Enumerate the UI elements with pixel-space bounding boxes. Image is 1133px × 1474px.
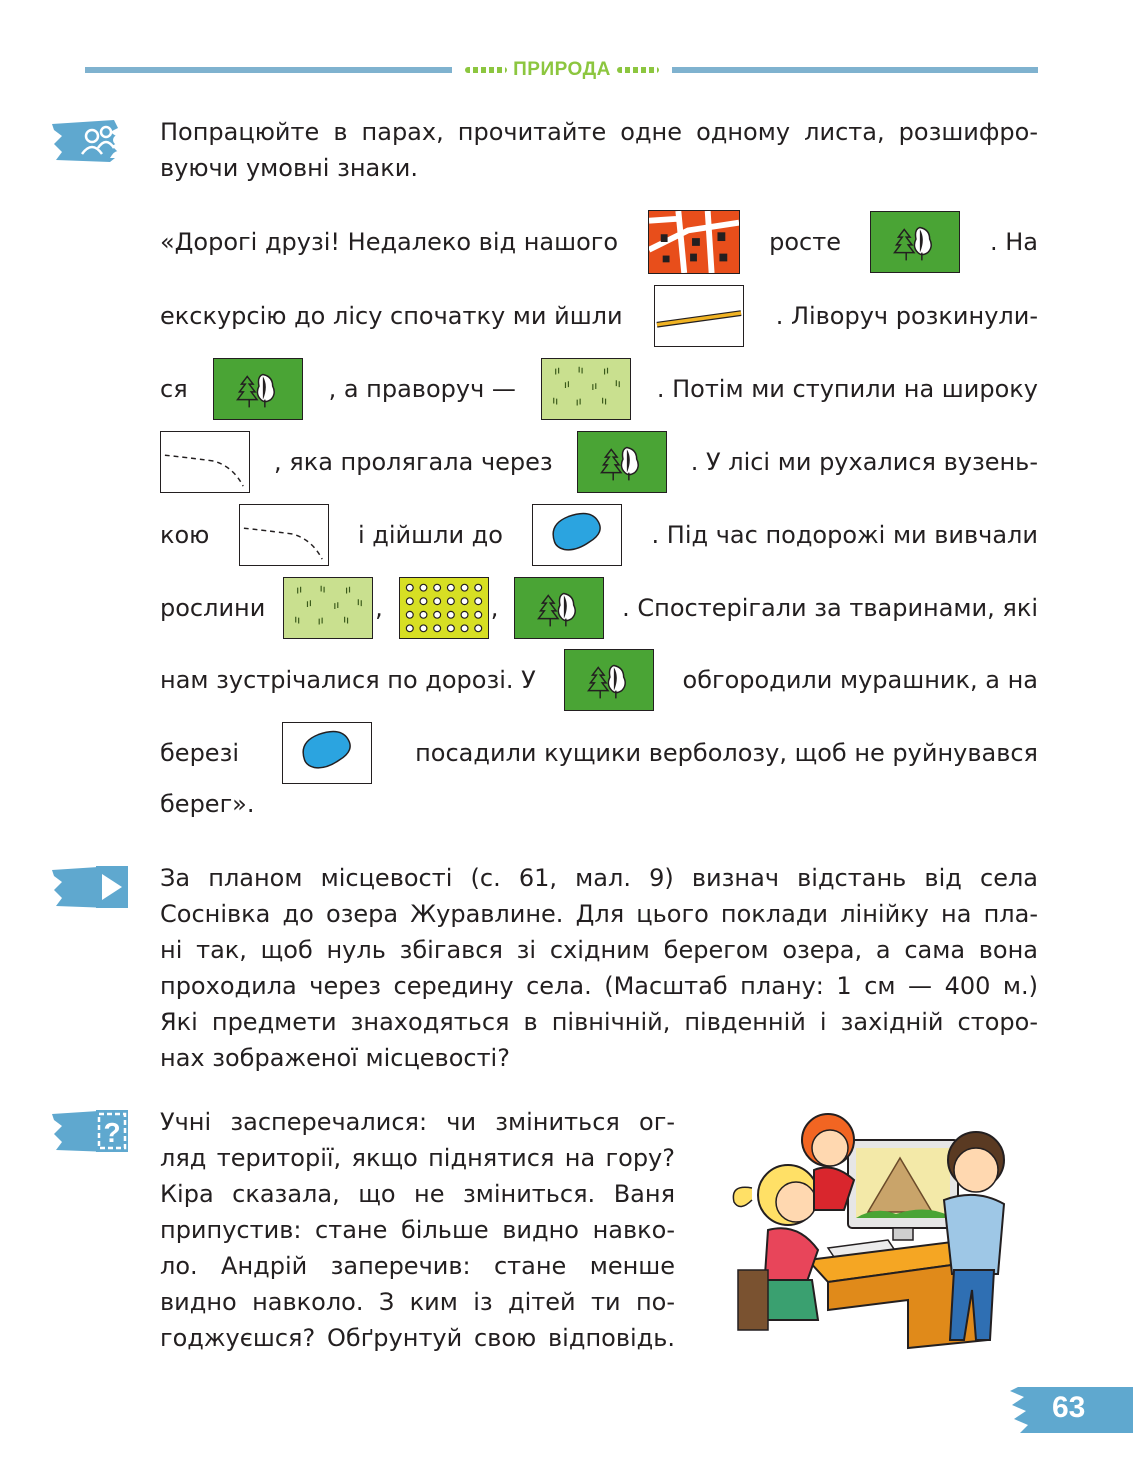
letter-text: , — [490, 594, 499, 622]
letter-row — [160, 648, 1038, 712]
mixed-forest-symbol — [870, 211, 960, 273]
letter-text: ся — [160, 375, 188, 403]
task2-line: проходила через середину села. (Масштаб плану: 1 см — 400 м.) — [160, 972, 1038, 1000]
task1-line: вуючи умовні знаки. — [160, 154, 418, 182]
letter-text: берег». — [160, 790, 255, 818]
letter-text: екскурсію до лісу спочатку ми йшли — [160, 302, 623, 330]
letter-text: рослини — [160, 594, 266, 622]
play-icon — [52, 864, 130, 910]
svg-text:?: ? — [103, 1117, 121, 1148]
letter-text: . Ліворуч розкинули- — [775, 302, 1038, 330]
children-at-computer-illustration — [718, 1100, 1018, 1350]
task3-line: Кіра сказала, що не зміниться. Ваня — [160, 1180, 675, 1208]
task3-line: видно навколо. З ким із дітей ти по- — [160, 1288, 675, 1316]
task1-line: Попрацюйте в парах, прочитайте одне одному листа, розшифро- — [160, 118, 1038, 146]
dirt-road-symbol — [654, 285, 744, 347]
letter-row — [160, 576, 1038, 640]
mixed-forest-symbol — [577, 431, 667, 493]
task2-text — [160, 860, 1038, 1076]
mixed-forest-symbol — [514, 577, 604, 639]
letter-text: , а праворуч — — [328, 375, 516, 403]
task3-line: Учні засперечалися: чи зміниться ог- — [160, 1108, 675, 1136]
task1-text — [160, 114, 1038, 186]
lake-symbol — [532, 504, 622, 566]
task2-line: ні так, щоб нуль збігався зі східним берегом озера, а сама вона — [160, 936, 1038, 964]
pair-work-icon — [52, 118, 130, 164]
leaf-ornament-right — [617, 67, 659, 73]
meadow-symbol — [541, 358, 631, 420]
settlement-symbol — [648, 210, 740, 274]
letter-text: обгородили мурашник, а на — [682, 666, 1038, 694]
section-header — [452, 56, 672, 84]
letter-row — [160, 721, 1038, 785]
task3-line: ло. Андрій заперечив: стане менше — [160, 1252, 675, 1280]
page-number-tab — [1010, 1385, 1133, 1435]
letter-row — [160, 210, 1038, 274]
task3-text — [160, 1104, 675, 1356]
letter-text: березі — [160, 739, 239, 767]
task3-line: годжуєшся? Обґрунтуй свою відповідь. — [160, 1324, 675, 1352]
letter-text: нам зустрічалися по дорозі. У — [160, 666, 536, 694]
section-title: ПРИРОДА — [513, 59, 611, 80]
task2-line: Соснівка до озера Журавлине. Для цього поклади лінійку на пла- — [160, 900, 1038, 928]
meadow-symbol — [283, 577, 373, 639]
task2-line: За планом місцевості (с. 61, мал. 9) визнач відстань від села — [160, 864, 1038, 892]
letter-row — [160, 430, 1038, 494]
letter-row — [160, 284, 1038, 348]
letter-row — [160, 357, 1038, 421]
wide-path-symbol — [160, 431, 250, 493]
letter-text: . Під час подорожі ми вивчали — [651, 521, 1038, 549]
letter-text: посадили кущики верболозу, щоб не руйнувався — [415, 739, 1038, 767]
letter-text: . Потім ми ступили на широку — [656, 375, 1038, 403]
letter-text: . На — [989, 228, 1038, 256]
letter-text: , — [375, 594, 383, 622]
plant-symbols-group — [283, 577, 604, 639]
mixed-forest-symbol — [213, 358, 303, 420]
page-number: 63 — [1052, 1391, 1086, 1424]
letter-text: . У лісі ми рухалися вузень- — [690, 448, 1038, 476]
letter-text: , яка пролягала через — [274, 448, 553, 476]
task3-line: припустив: стане більше видно навко- — [160, 1216, 675, 1244]
task3-line: ляд території, якщо піднятися на гору? — [160, 1144, 675, 1172]
task2-line: нах зображеної місцевості? — [160, 1044, 510, 1072]
task2-line: Які предмети знаходяться в північній, південній і західній сторо- — [160, 1008, 1038, 1036]
mixed-forest-symbol — [564, 649, 654, 711]
narrow-path-symbol — [239, 504, 329, 566]
letter-text: і дійшли до — [357, 521, 503, 549]
letter-text: росте — [769, 228, 841, 256]
leaf-ornament-left — [465, 67, 507, 73]
lake-symbol — [282, 722, 372, 784]
question-icon — [52, 1108, 130, 1154]
letter-row — [160, 503, 1038, 567]
letter-text: кою — [160, 521, 210, 549]
letter-text: «Дорогі друзі! Недалеко від нашого — [160, 228, 619, 256]
letter-text: . Спостерігали за тваринами, які — [622, 594, 1038, 622]
orchard-symbol — [399, 577, 489, 639]
